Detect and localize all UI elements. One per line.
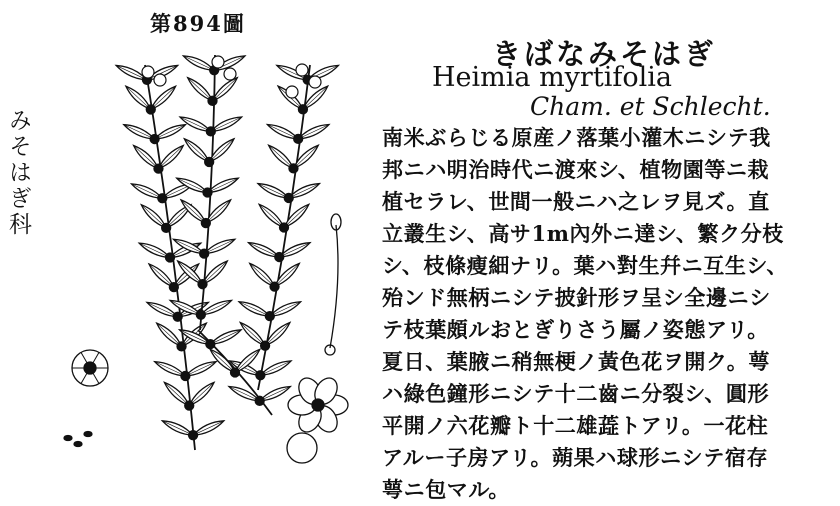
flower-bud xyxy=(173,312,182,321)
description-line: 立叢生シ、高サ1m內外ニ達シ、繁ク分枝 xyxy=(382,221,784,246)
flower-bud xyxy=(200,249,209,258)
flower-bud xyxy=(296,64,308,76)
flower-bud xyxy=(286,86,298,98)
calyx-center xyxy=(84,362,96,374)
scientific-author: Cham. et Schlecht. xyxy=(530,92,771,121)
flower-bud xyxy=(189,431,198,440)
description xyxy=(382,122,834,506)
flower-bud xyxy=(158,194,167,203)
flower-bud xyxy=(212,56,224,68)
flower-center xyxy=(312,399,324,411)
figure-number: 第894圖 xyxy=(150,11,246,36)
flower-bud xyxy=(256,371,265,380)
flower-bud xyxy=(203,188,212,197)
flower-bud xyxy=(146,105,155,114)
description-line: 萼ニ包マル。 xyxy=(382,477,510,502)
plant-illustration xyxy=(40,30,380,500)
flower-bud xyxy=(154,164,163,173)
flower-bud xyxy=(261,341,270,350)
flower-bud xyxy=(224,68,236,80)
stamen xyxy=(330,225,338,348)
flower-bud xyxy=(154,74,166,86)
flower-bud xyxy=(177,342,186,351)
flower-bud xyxy=(275,253,284,262)
fruit xyxy=(287,433,317,463)
flower-bud xyxy=(294,134,303,143)
flower-bud xyxy=(181,371,190,380)
description-line: 植セラレ、世間一般ニハ之レヲ見ズ。直 xyxy=(382,189,770,214)
description-line: 南米ぶらじる原産ノ落葉小灌木ニシテ我 xyxy=(382,125,771,150)
family-name: みそはぎ科 xyxy=(5,108,31,238)
flower-bud xyxy=(196,310,205,319)
flower-bud xyxy=(205,157,214,166)
description-line: シ、枝條瘦細ナリ。葉ハ對生幷ニ互生シ、 xyxy=(382,253,788,278)
flower-bud xyxy=(265,312,274,321)
flower-bud xyxy=(166,253,175,262)
flower-bud xyxy=(208,96,217,105)
seed xyxy=(74,442,82,447)
flower-bud xyxy=(289,164,298,173)
flower-bud xyxy=(206,127,215,136)
flower-bud xyxy=(284,193,293,202)
flower-bud xyxy=(255,396,264,405)
seed xyxy=(64,436,72,441)
scientific-name: Heimia myrtifolia xyxy=(432,62,672,93)
description-line: 邦ニハ明治時代ニ渡來シ、植物園等ニ栽 xyxy=(382,157,770,182)
flower-bud xyxy=(309,76,321,88)
flower-bud xyxy=(169,283,178,292)
flower-bud xyxy=(280,223,289,232)
description-line: 殆ンド無柄ニシテ披針形ヲ呈シ全邊ニシ xyxy=(382,285,771,310)
description-line: テ枝葉頗ルおとぎりさう屬ノ姿態アリ。 xyxy=(382,317,769,342)
seed xyxy=(84,432,92,437)
description-line: 夏日、葉腋ニ稍無梗ノ黃色花ヲ開ク。萼 xyxy=(382,349,770,374)
description-line: ハ綠色鐘形ニシテ十二齒ニ分裂シ、圓形 xyxy=(382,381,770,406)
description-line: 平開ノ六花瓣ト十二雄蕋トアリ。一花柱 xyxy=(382,413,769,438)
japanese-title: きばなみそはぎ xyxy=(492,37,717,71)
flower-bud xyxy=(206,340,215,349)
flower-bud xyxy=(150,135,159,144)
flower-bud xyxy=(162,223,171,232)
flower-bud xyxy=(198,280,207,289)
flower-bud xyxy=(142,66,154,78)
flower-bud xyxy=(185,401,194,410)
flower-bud xyxy=(270,282,279,291)
description-line: アルー子房アリ。蒴果ハ球形ニシテ宿存 xyxy=(382,445,769,470)
flower-bud xyxy=(231,368,240,377)
flower-bud xyxy=(298,105,307,114)
flower-bud xyxy=(201,219,210,228)
